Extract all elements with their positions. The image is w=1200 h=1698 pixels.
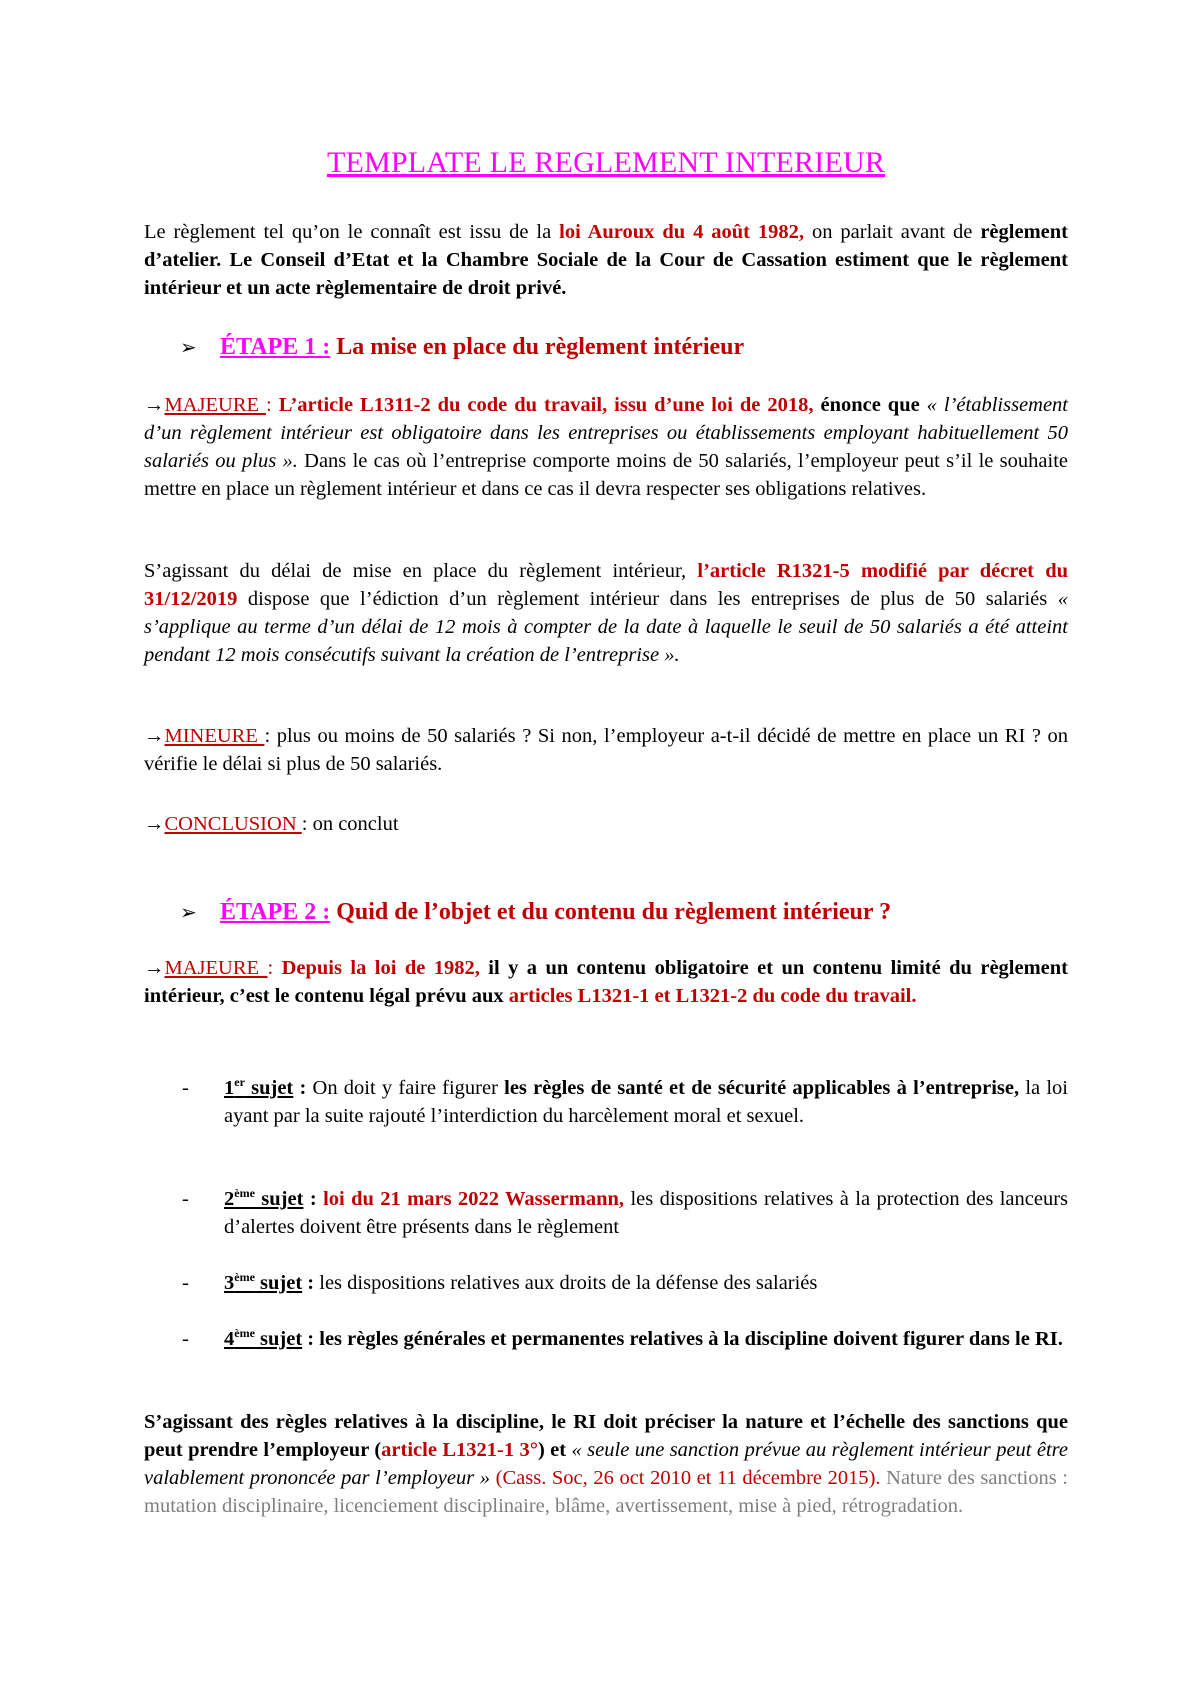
majeure-1-separator: : (266, 394, 279, 416)
majeure-2-label: MAJEURE (164, 957, 268, 979)
mineure-1-label: MINEURE (164, 725, 265, 747)
sujet-2-number: 2 (224, 1188, 235, 1210)
sujet-2-law: loi du 21 mars 2022 Wassermann, (323, 1188, 625, 1210)
majeure-1-text-2: énonce que (813, 394, 927, 416)
step-1-title: La mise en place du règlement intérieur (330, 334, 745, 360)
majeure-1-paragraph (144, 391, 1068, 503)
sujet-4-text-1: les règles générales et permanentes relatives à la discipline doivent figurer dans le RI. (319, 1328, 1063, 1350)
sujet-3-label (224, 1272, 302, 1294)
page-title: TEMPLATE LE REGLEMENT INTERIEUR (326, 146, 886, 179)
sujet-2-text (224, 1185, 1068, 1241)
sujet-1-ordinal: er (234, 1075, 245, 1090)
sujet-2-ordinal: ème (234, 1186, 255, 1201)
discipline-quote: « seule une sanction prévue au règlement intérieur peut être valablement prononcée par l’employeur » (144, 1439, 1068, 1489)
sujet-4-text (224, 1325, 1068, 1353)
sujet-2-text-2: les dispositions relatives à la protection des lanceurs d’alertes doivent être présents dans le règlement (224, 1188, 1068, 1238)
sujet-2-separator: : (303, 1188, 324, 1210)
dash-bullet: - (182, 1077, 189, 1099)
sujet-4-ordinal: ème (234, 1326, 255, 1341)
majeure-1-quote: « l’établissement d’un règlement intérieur est obligatoire dans les entreprises ou établissements employant habituellement 50 salariés ou plus ». (144, 394, 1069, 472)
intro-text-4: règlement d’atelier. Le Conseil d’Etat et la Chambre Sociale de la Cour de Cassation estiment que le règlement intérieur et un acte règlementaire de droit privé. (144, 221, 1068, 299)
intro-law-reference: loi Auroux du 4 août 1982, (559, 221, 805, 243)
right-arrow-icon: → (144, 957, 165, 979)
dash-bullet: - (182, 1188, 189, 1210)
sujet-1-text-2: les règles de santé et de sécurité applicables à l’entreprise, (504, 1077, 1020, 1099)
sujet-3-text-1: les dispositions relatives aux droits de la défense des salariés (319, 1272, 818, 1294)
majeure-2-paragraph (144, 954, 1068, 1010)
majeure-1-article: L’article L1311-2 du code du travail, issu d’une loi de 2018, (278, 394, 814, 416)
sujet-1-text-3: la loi ayant par la suite rajouté l’interdiction du harcèlement moral et sexuel. (224, 1077, 1069, 1127)
majeure-2-text-2: il y a un contenu obligatoire et un contenu limité du règlement intérieur, c’est le contenu légal prévu aux (144, 957, 1068, 1007)
discipline-text-1: S’agissant des règles relatives à la discipline, le RI doit préciser la nature et l’échelle des sanctions que peut prendre l’employeur ( (144, 1411, 1068, 1461)
right-arrow-icon: → (144, 394, 165, 416)
conclusion-1-label: CONCLUSION (164, 813, 302, 835)
majeure-2-articles: articles L1321-1 et L1321-2 du code du travail. (508, 985, 917, 1007)
majeure-2-separator: : (267, 957, 282, 979)
arrowhead-bullet-icon: ➢ (180, 902, 197, 924)
conclusion-1-text: : on conclut (301, 813, 399, 835)
delai-paragraph (144, 557, 1068, 669)
conclusion-1-paragraph (144, 810, 1068, 838)
sujet-1-number: 1 (224, 1077, 235, 1099)
step-2-title: Quid de l’objet et du contenu du règlement intérieur ? (330, 899, 892, 925)
sujet-3-separator: : (302, 1272, 320, 1294)
delai-text-3: dispose que l’édiction d’un règlement intérieur dans les entreprises de plus de 50 salariés (237, 588, 1058, 610)
intro-text-3: on parlait avant de (804, 221, 981, 243)
sujet-2-word: sujet (254, 1188, 304, 1210)
discipline-case-law: (Cass. Soc, 26 oct 2010 et 11 décembre 2015). (490, 1467, 881, 1489)
dash-bullet: - (182, 1328, 189, 1350)
step-2-label: ÉTAPE 2 : (220, 899, 331, 925)
sujet-4-word: sujet (254, 1328, 303, 1350)
step-2-heading (180, 899, 891, 926)
mineure-1-text: : plus ou moins de 50 salariés ? Si non, l’employeur a-t-il décidé de mettre en place un RI ? on vérifie le délai si plus de 50 salariés. (144, 725, 1068, 775)
discipline-sanctions: Nature des sanctions : mutation disciplinaire, licenciement disciplinaire, blâme, avertissement, mise à pied, rétrogradation. (144, 1467, 1068, 1517)
sujet-1-text-1: On doit y faire figurer (312, 1077, 505, 1099)
sujet-1-label (224, 1077, 293, 1099)
majeure-1-text-4: Dans le cas où l’entreprise comporte moins de 50 salariés, l’employeur peut s’il le souhaite mettre en place un règlement intérieur et dans ce cas il devra respecter ses obligations relatives. (144, 450, 1068, 500)
dash-bullet: - (182, 1272, 189, 1294)
intro-paragraph (144, 218, 1068, 302)
sujet-3-text (224, 1269, 1068, 1297)
discipline-article: article L1321-1 3° (381, 1439, 538, 1461)
sujet-1-separator: : (293, 1077, 313, 1099)
majeure-1-label: MAJEURE (164, 394, 267, 416)
sujet-3-word: sujet (254, 1272, 303, 1294)
majeure-2-law: Depuis la loi de 1982, (281, 957, 480, 979)
delai-quote: « s’applique au terme d’un délai de 12 mois à compter de la date à laquelle le seuil de 50 salariés a été atteint pendant 12 mois consécutifs suivant la création de l’entreprise ». (144, 588, 1068, 666)
sujet-3-number: 3 (224, 1272, 235, 1294)
right-arrow-icon: → (144, 725, 165, 747)
sujet-4-separator: : (302, 1328, 320, 1350)
sujet-1-word: sujet (244, 1077, 294, 1099)
step-1-heading (180, 334, 744, 361)
sujet-2-label (224, 1188, 303, 1210)
delai-article: l’article R1321-5 modifié par décret du 31/12/2019 (144, 560, 1068, 610)
sujet-1-text (224, 1074, 1068, 1130)
sujet-3-ordinal: ème (234, 1270, 255, 1285)
right-arrow-icon: → (144, 813, 165, 835)
delai-text-1: S’agissant du délai de mise en place du règlement intérieur, (144, 560, 698, 582)
discipline-text-3: ) et (537, 1439, 572, 1461)
step-1-label: ÉTAPE 1 : (220, 334, 331, 360)
intro-text-1: Le règlement tel qu’on le connaît est issu de la (144, 221, 560, 243)
mineure-1-paragraph (144, 722, 1068, 778)
discipline-paragraph (144, 1408, 1068, 1520)
sujet-4-number: 4 (224, 1328, 235, 1350)
arrowhead-bullet-icon: ➢ (180, 337, 197, 359)
sujet-4-label (224, 1328, 302, 1350)
